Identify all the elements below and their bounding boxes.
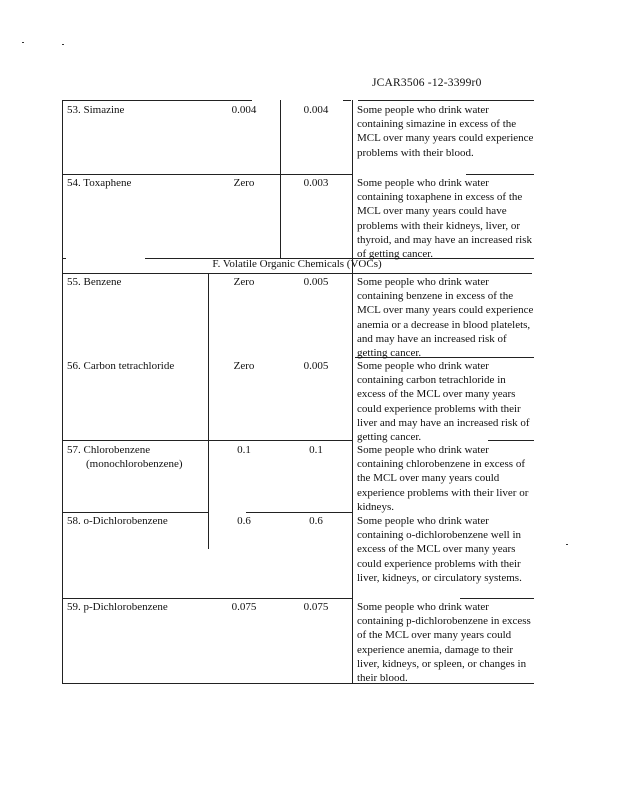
contaminant-name: 54. Toxaphene [67,177,132,189]
table-rule [62,598,352,599]
contaminant-alt-name: (monochlorobenzene) [86,458,183,470]
mcl-value: 0.004 [303,104,329,116]
mcl-value: 0.1 [309,444,323,456]
table-rule [246,512,352,513]
scan-speck [62,44,64,45]
health-effects: Some people who drink water containing carbon tetrachloride in excess of the MCL over many years could experience problems with their liver and may have an increased risk of getting cancer. [357,360,530,444]
table-rule [62,273,532,274]
contaminant-name: 55. Benzene [67,276,122,288]
mcl-value: 0.003 [303,177,329,189]
table-rule [466,174,534,175]
table-rule [352,100,353,683]
scan-speck [22,42,24,43]
table-rule [62,440,352,441]
health-effects: Some people who drink water containing o-dichlorobenzene well in excess of the MCL over many years could experience problems with their liver, kidneys, or circulatory systems. [357,515,522,584]
health-effects: Some people who drink water containing toxaphene in excess of the MCL over many years could have problems with their kidneys, liver, or thyroid, and may have an increased risk of getting cancer. [357,177,533,261]
mclg-value: 0.075 [231,601,257,613]
contaminant-name: 53. Simazine [67,104,125,116]
mclg-value: Zero [233,276,255,288]
table-rule [62,512,208,513]
mclg-value: Zero [233,360,255,372]
health-effects: Some people who drink water containing chlorobenzene in excess of the MCL over many years could experience problems with their liver or kidneys. [357,444,529,513]
mclg-value: 0.6 [237,515,251,527]
mclg-value: 0.004 [231,104,257,116]
mcl-value: 0.6 [309,515,323,527]
mcl-value: 0.075 [303,601,329,613]
contaminant-name: 56. Carbon tetrachloride [67,360,175,372]
health-effects: Some people who drink water containing simazine in excess of the MCL over many years could experience problems with their blood. [357,104,534,159]
health-effects: Some people who drink water containing p-dichlorobenzene in excess of the MCL over many years could experience anemia, damage to their liver, kidneys, or spleen, or changes in their blood. [357,601,531,685]
mcl-value: 0.005 [303,276,329,288]
mclg-value: Zero [233,177,255,189]
section-heading: F. Volatile Organic Chemicals (VOCs) [212,258,382,270]
table-rule [358,100,534,101]
table-rule [208,273,209,549]
table-rule [62,174,352,175]
mcl-value: 0.005 [303,360,329,372]
scan-speck [566,544,568,545]
table-rule [460,598,534,599]
contaminant-name: 58. o-Dichlorobenzene [67,515,168,527]
document-id: JCAR3506 -12-3399r0 [372,77,482,89]
health-effects: Some people who drink water containing benzene in excess of the MCL over many years could experience anemia or a decrease in blood platelets, and may have an increased risk of getting cancer. [357,276,534,360]
mclg-value: 0.1 [237,444,251,456]
contaminant-name: 57. Chlorobenzene [67,444,151,456]
table-rule [343,100,351,101]
table-rule [62,100,63,683]
table-rule [62,100,252,101]
contaminant-name: 59. p-Dichlorobenzene [67,601,168,613]
